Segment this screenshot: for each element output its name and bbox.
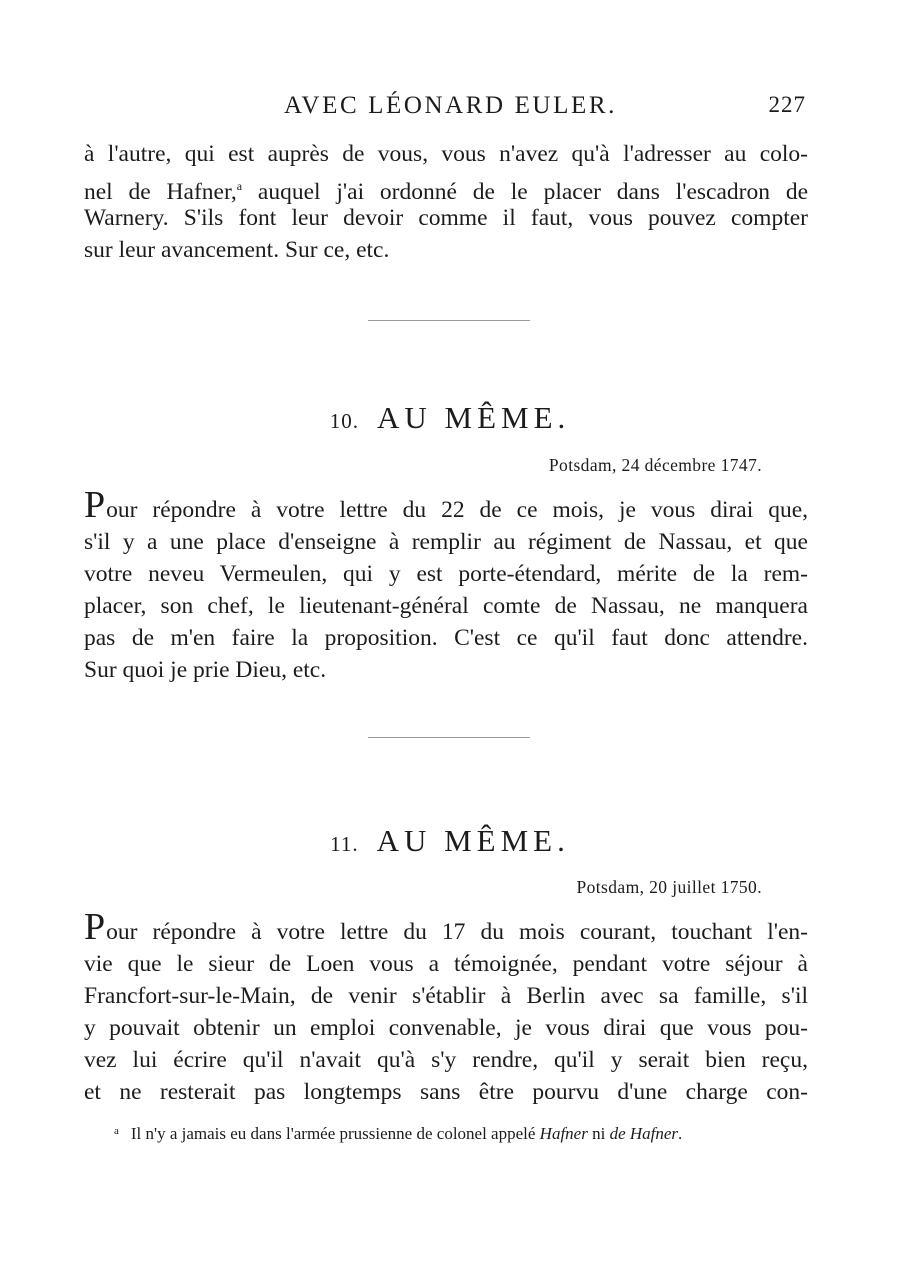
letter-heading-10 bbox=[0, 400, 900, 436]
footnote-text: Il n'y a jamais eu dans l'armée prussienne de colonel appelé bbox=[130, 1124, 540, 1143]
footnote-reference: a bbox=[236, 179, 243, 193]
drop-initial: P bbox=[84, 484, 107, 526]
text-line: sur leur avancement. Sur ce, etc. bbox=[84, 237, 390, 263]
text-line: et ne resterait pas longtemps sans être pourvu d'une charge con- bbox=[84, 1079, 808, 1105]
text-line: Warnery. S'ils font leur devoir comme il faut, vous pouvez compter bbox=[84, 205, 808, 231]
text-line: vie que le sieur de Loen vous a témoignée, pendant votre séjour à bbox=[84, 951, 808, 977]
section-separator bbox=[368, 320, 530, 321]
text-line: y pouvait obtenir un emploi convenable, je vous dirai que vous pou- bbox=[84, 1015, 808, 1041]
letter-title: AU MÊME. bbox=[376, 400, 571, 435]
running-title: AVEC LÉONARD EULER. bbox=[284, 92, 617, 119]
letter-heading-11 bbox=[0, 823, 900, 859]
text-fragment: our répondre à votre lettre du 17 du mois courant, touchant l'en- bbox=[106, 919, 808, 945]
text-line bbox=[84, 484, 808, 526]
footnote-text: ni bbox=[587, 1124, 610, 1143]
text-fragment: auquel j'ai ordonné de le placer dans l'escadron de bbox=[242, 179, 809, 205]
text-line: Francfort-sur-le-Main, de venir s'établir à Berlin avec sa famille, s'il bbox=[84, 983, 808, 1009]
text-line bbox=[84, 906, 808, 948]
letter-number: 11. bbox=[330, 832, 359, 856]
text-line: votre neveu Vermeulen, qui y est porte-étendard, mérite de la rem- bbox=[84, 561, 808, 587]
letter-body-10 bbox=[84, 484, 808, 686]
text-fragment: nel de Hafner, bbox=[84, 179, 237, 205]
letter-body-11 bbox=[84, 906, 808, 1108]
footnote-name: de Hafner bbox=[609, 1124, 679, 1143]
section-separator bbox=[368, 737, 530, 738]
footnote-text: . bbox=[678, 1124, 683, 1143]
letter-number: 10. bbox=[329, 409, 359, 433]
page-number: 227 bbox=[768, 92, 806, 117]
footnote bbox=[114, 1124, 682, 1144]
text-line: à l'autre, qui est auprès de vous, vous n'avez qu'à l'adresser au colo- bbox=[84, 141, 808, 167]
text-line: s'il y a une place d'enseigne à remplir au régiment de Nassau, et que bbox=[84, 529, 808, 555]
text-line: placer, son chef, le lieutenant-général comte de Nassau, ne manquera bbox=[84, 593, 808, 619]
letter-title: AU MÊME. bbox=[376, 823, 570, 858]
text-line: pas de m'en faire la proposition. C'est ce qu'il faut donc attendre. bbox=[84, 625, 808, 651]
text-line bbox=[84, 170, 809, 205]
text-line: vez lui écrire qu'il n'avait qu'à s'y rendre, qu'il y serait bien reçu, bbox=[84, 1047, 808, 1073]
footnote-label: a bbox=[114, 1125, 119, 1137]
footnote-name: Hafner bbox=[539, 1124, 588, 1143]
dateline: Potsdam, 20 juillet 1750. bbox=[576, 877, 762, 897]
running-head bbox=[0, 92, 900, 122]
text-line: Sur quoi je prie Dieu, etc. bbox=[84, 657, 327, 683]
drop-initial: P bbox=[84, 906, 107, 948]
text-fragment: our répondre à votre lettre du 22 de ce mois, je vous dirai que, bbox=[106, 497, 808, 523]
dateline: Potsdam, 24 décembre 1747. bbox=[548, 455, 762, 475]
continuation-paragraph bbox=[84, 138, 808, 266]
